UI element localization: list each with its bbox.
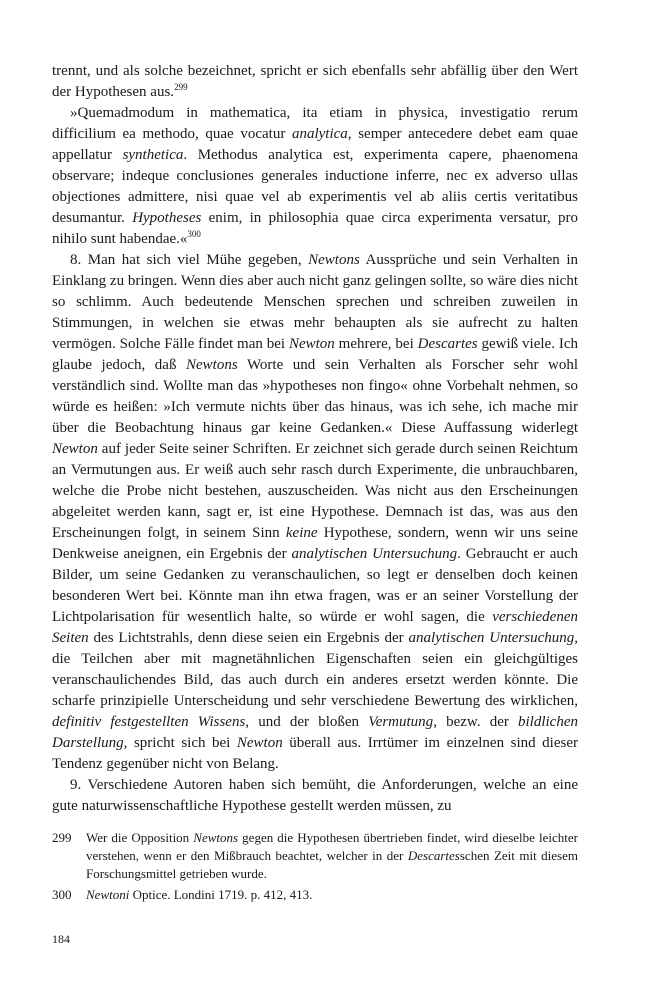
text-run: , die Teilchen aber mit magnetähnlichen Eigenschaften seien ein gleichgültiges veranschaulichendes Bild, das auch durch ein anderes ersetzt werden könnte. Die scharfe prinzipielle Unterscheidung und sehr verschiedene Bewertung des wirklichen,	[52, 630, 578, 709]
footnote-number: 300	[52, 887, 72, 902]
text-run: Optice. Londini 1719. p. 412, 413.	[129, 887, 313, 902]
paragraph	[52, 775, 578, 817]
text-run: gegen die Hypothesen übertrieben findet, wird dieselbe leichter verstehen, wenn er den Mißbrauch beachtet, welcher in der	[86, 830, 578, 863]
text-run: Worte und sein Verhalten als Forscher sehr wohl verständlich sind. Wollte man das »hypotheses non fingo« ohne Vorbehalt nehmen, so würde es heißen: »Ich vermute nichts über das hinaus, was ich sehe, ich mache mir über die Beobachtung hinaus gar keine Gedanken.« Diese Auffassung widerlegt	[52, 357, 579, 436]
footnote	[52, 886, 578, 904]
footnote-text	[86, 829, 578, 883]
text-run: , semper antecedere debet eam quae appellatur	[52, 126, 578, 163]
text-run: Hypothese, sondern, wenn wir uns seine Denkweise aneignen, ein Ergebnis der	[52, 525, 578, 562]
text-run: schen Zeit mit diesem Forschungsmittel getrieben wurde.	[86, 848, 578, 881]
text-run: mehrere, bei	[334, 336, 418, 352]
text-run: trennt, und als solche bezeichnet, spricht er sich ebenfalls sehr abfällig über den Wert der Hypothesen aus.	[52, 63, 578, 100]
emphasis: analytica	[291, 126, 348, 142]
emphasis: Newton	[288, 336, 335, 352]
emphasis: Newton	[52, 441, 98, 457]
text-run: Aussprüche und sein Verhalten in Einklang zu bringen. Wenn dies aber auch nicht ganz gelingen sollte, so wäre dies nicht so schlimm. Auch bedeutende Menschen sprechen und schreiben zuweilen in Stimmungen, in welchen sie etwas mehr behaupten als sie aufrecht zu halten vermögen. Solche Fälle findet man bei	[52, 252, 578, 352]
emphasis: bildlichen Darstellung	[52, 714, 579, 751]
text-run: . Gebraucht er auch Bilder, um seine Gedanken zu veranschaulichen, so legt er denselben doch keinen besonderen Wert bei. Könnte man ihn etwa fragen, was er an seiner Vorstellung der Lichtpolarisation für wesentlich halte, so würde er wohl sagen, die	[52, 546, 579, 625]
text-run: , spricht sich bei	[123, 735, 237, 751]
emphasis: analytischen Untersuchung	[408, 630, 575, 646]
text-run: enim, in philosophia quae circa experimenta versatur, pro nihilo sunt habendae.«	[52, 210, 578, 247]
body-text	[52, 61, 578, 817]
text-run: . Methodus analytica est, experimenta capere, phaenomena observare; indeque conclusiones generales inductione inferre, nec ex adverso ullas objectiones admittere, nisi quae vel ab experimentis vel ab aliis certis veritatibus desumantur.	[52, 147, 578, 226]
footnote-number: 299	[52, 830, 72, 845]
emphasis: verschiedenen Seiten	[52, 609, 578, 646]
emphasis: Descartes	[407, 848, 460, 863]
footnote-text	[86, 886, 578, 904]
text-run: »Quemadmodum in mathematica, ita etiam in physica, investigatio rerum difficilium ea methodo, quae vocatur	[52, 105, 578, 142]
emphasis: analytischen Untersuchung	[291, 546, 458, 562]
text-run: , bezw. der	[433, 714, 519, 730]
text-run: gewiß viele. Ich glaube jedoch, daß	[52, 336, 578, 373]
emphasis: Newton	[236, 735, 283, 751]
footnote-ref: 300	[187, 229, 201, 239]
text-run: 9. Verschiedene Autoren haben sich bemüht, die Anforderungen, welche an eine gute naturwissenschaftliche Hypothese gestellt werden müssen, zu	[52, 777, 578, 814]
document-page	[52, 61, 578, 907]
emphasis: definitiv festgestellten Wissens	[52, 714, 246, 730]
emphasis: keine	[285, 525, 318, 541]
text-run: Wer die Opposition	[86, 830, 194, 845]
text-run: , und der bloßen	[245, 714, 369, 730]
text-run: auf jeder Seite seiner Schriften. Er zeichnet sich gerade durch seinen Reichtum an Vermutungen aus. Er weiß auch sehr rasch durch Experimente, die unbrauchbaren, welche die Probe nicht bestehen, auszuscheiden. Was nicht aus den Erscheinungen abgeleitet werden kann, sagt er, ist eine Hypothese. Demnach ist das, was aus den Erscheinungen folgt, in seinem Sinn	[52, 441, 578, 541]
emphasis: Newtons	[308, 252, 360, 268]
text-run: 8. Man hat sich viel Mühe gegeben,	[70, 252, 309, 268]
emphasis: Newtons	[186, 357, 238, 373]
emphasis: Hypotheses	[132, 210, 202, 226]
paragraph	[52, 103, 578, 250]
paragraph	[52, 250, 578, 775]
paragraph	[52, 61, 578, 103]
footnotes	[52, 829, 578, 904]
page-number: 184	[52, 932, 70, 946]
emphasis: Newtons	[193, 830, 239, 845]
footnote	[52, 829, 578, 883]
emphasis: Descartes	[417, 336, 478, 352]
footnote-ref: 299	[174, 82, 188, 92]
text-run: überall aus. Irrtümer im einzelnen sind dieser Tendenz gegenüber nicht von Belang.	[52, 735, 578, 772]
text-run: des Lichtstrahls, denn diese seien ein Ergebnis der	[88, 630, 409, 646]
emphasis: synthetica	[122, 147, 184, 163]
emphasis: Newtoni	[86, 887, 130, 902]
emphasis: Vermutung	[368, 714, 434, 730]
